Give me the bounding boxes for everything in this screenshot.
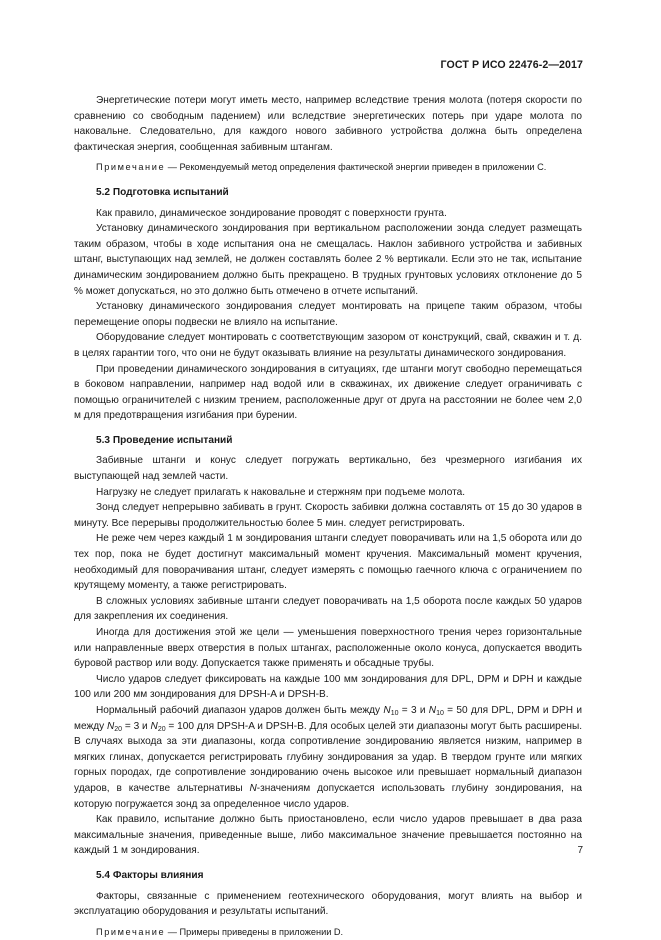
intro-paragraph: Энергетические потери могут иметь место, например вследствие трения молота (потеря скорости по сравнению со свободным падением) или вследствие энергетических потерь при ударе молота по наковальне. Следовательно, для каждого нового забивного устройства должна быть определена фактическая энергия, сообщенная забивным штангам. [74,95,582,153]
note-label: Примечание [96,926,166,937]
page-content [74,93,582,940]
paragraph: Как правило, динамическое зондирование проводят с поверхности грунта. [96,207,447,219]
section-heading-5-2: 5.2 Подготовка испытаний [96,186,229,198]
paragraph: Оборудование следует монтировать с соответствующим зазором от конструкций, свай, скважин и т. д. в целях гарантии того, что они не будут оказывать влияние на результаты динамического зондирования. [74,332,582,359]
note-text: — Примеры приведены в приложении D. [165,926,344,937]
paragraph: Забивные штанги и конус следует погружать вертикально, без чрезмерного изгибания их выступающей над землей части. [74,455,582,483]
paragraph: Не реже чем через каждый 1 м зондирования штанги следует поворачивать или на 1,5 оборота или до тех пор, пока не будет достигнут максимальный момент кручения. Максимальный момент кручения, необходимый для поворачивания штанг, следует измерять с помощью гаечного ключа с ограничением по крутящему моменту, а также регистрировать. [74,533,582,592]
document-header: ГОСТ Р ИСО 22476-2—2017 [440,59,583,71]
paragraph: Зонд следует непрерывно забивать в грунт. Скорость забивки должна составлять от 15 до 30 ударов в минуту. Все перерывы продолжительностью более 5 мин. следует регистрировать. [74,502,582,529]
paragraph: Как правило, испытание должно быть приостановлено, если число ударов превышает в два раза максимальные значения, приведенные выше, либо максимальное значение превышается постоянно на каждый 1 м зондирования. [74,814,582,857]
section-heading-5-3: 5.3 Проведение испытаний [96,434,233,446]
paragraph: При проведении динамического зондирования в ситуациях, где штанги могут свободно перемещаться в боковом направлении, например над водой или в скважинах, их движение следует ограничивать с помощью ограничителей с низким трением, расположенные друг от друга на расстоянии не более чем 2,0 м для предотвращения изгибания при бурении. [74,363,582,422]
section-note [74,925,582,940]
paragraph: Нагрузку не следует прилагать к наковальне и стержням при подъеме молота. [96,486,466,498]
paragraph: В сложных условиях забивные штанги следует поворачивать на 1,5 оборота после каждых 50 ударов для закрепления их соединения. [74,595,582,623]
paragraph: Факторы, связанные с применением геотехнического оборудования, могут влиять на выбор и эксплуатацию оборудования и результаты испытаний. [74,890,582,918]
section-heading-5-4: 5.4 Факторы влияния [96,869,204,881]
range-paragraph: Нормальный рабочий диапазон ударов должен быть между $N_{10} = 3$ и $N_{10} = 50$ для DPL, DPM и DPH и между $N_{20} = 3$ и $N_{20} = 100$ для DPSH-A и DPSH-B. Для особых целей эти диапазоны могут быть расширены. В случаях выхода за эти диапазоны, когда сопротивление зондированию является низким, например в мягких глинах, допускается регистрировать глубину зондирования за удар. В твердом грунте или мягких горных породах, где сопротивление зондированию очень высокое или превышает нормальный диапазон ударов, в качестве альтернативы N-значениям допускается использовать глубину зондирования, на которую погружается зонд за определенное число ударов. [74,704,582,810]
paragraph: Иногда для достижения этой же цели — уменьшения поверхностного трения через горизонтальные или направленные вверх отверстия в полых штангах, расположенные около конуса, допускается вводить буровой раствор или воду. Допускается также применять и обсадные трубы. [74,627,582,670]
paragraph: Установку динамического зондирования при вертикальном расположении зонда следует размещать таким образом, чтобы в ходе испытания она не смещалась. Наклон забивного устройства и забивных штанг, выступающих над землей, не должен составлять более 2 % вертикали. Если это не так, испытание динамическим зондированием должно быть прекращено. В трудных грунтовых условиях отклонение до 5 % может допускаться, но это должно быть отмечено в отчете испытаний. [74,223,582,297]
note-text: — Рекомендуемый метод определения фактической энергии приведен в приложении С. [165,162,547,173]
intro-note [74,160,582,176]
paragraph: Число ударов следует фиксировать на каждые 100 мм зондирования для DPL, DPM и DPH и каждые 100 или 200 мм зондирования для DPSH-A и DPSH-B. [74,673,582,701]
paragraph: Установку динамического зондирования следует монтировать на прицепе таким образом, чтобы перемещение опоры подвески не влияло на испытание. [74,301,582,328]
note-label: Примечание [96,162,166,173]
page-number: 7 [577,845,583,856]
